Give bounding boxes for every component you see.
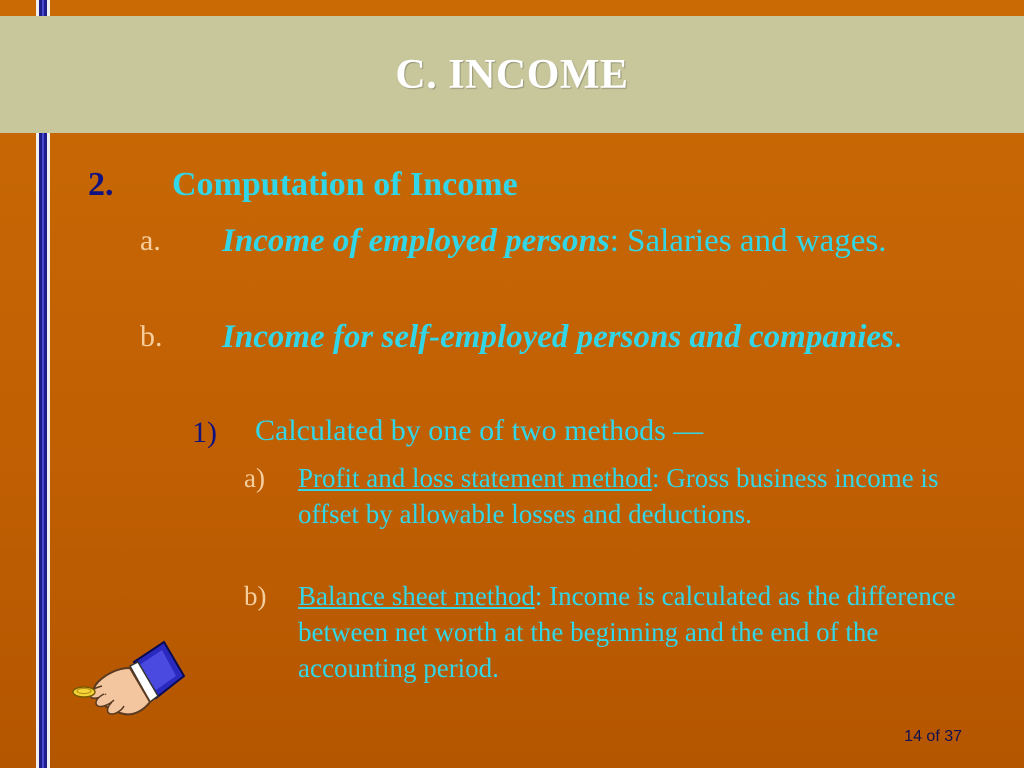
page-indicator: 14 of 37 bbox=[904, 728, 962, 745]
item-a-bold-phrase: Income of employed persons bbox=[222, 223, 610, 259]
item-a-label: a. bbox=[140, 224, 161, 257]
item-1-text: Calculated by one of two methods — bbox=[255, 414, 704, 447]
sub-b-label: b) bbox=[244, 581, 267, 611]
item-b-bold-phrase: Income for self-employed persons and companies bbox=[222, 319, 894, 355]
item-b-rest: . bbox=[893, 319, 903, 355]
sub-b-rest: : Income is calculated as the difference between net worth at the beginning and the end of the accounting period. bbox=[298, 581, 956, 683]
sub-a-rest: : Gross business income is offset by allowable losses and deductions. bbox=[298, 463, 939, 529]
sub-a-label-row bbox=[244, 460, 265, 496]
item-a-text bbox=[222, 220, 932, 262]
item-b-label: b. bbox=[140, 320, 163, 353]
item-2-row bbox=[88, 166, 114, 204]
sub-b-underlined-term: Balance sheet method bbox=[298, 581, 535, 611]
item-a-rest: : Salaries and wages. bbox=[609, 223, 887, 259]
item-b-label-row bbox=[140, 320, 163, 354]
sub-a-underlined-term: Profit and loss statement method bbox=[298, 463, 652, 493]
sub-b-label-row bbox=[244, 578, 267, 614]
item-1-label-row bbox=[192, 414, 217, 452]
item-2-number: 2. bbox=[88, 166, 114, 203]
hand-holding-coin-icon bbox=[72, 640, 187, 725]
item-2-heading: Computation of Income bbox=[172, 166, 518, 203]
item-b-text bbox=[222, 316, 942, 358]
item-2-heading-row bbox=[172, 166, 518, 204]
sub-b-text bbox=[298, 578, 988, 686]
sub-a-label: a) bbox=[244, 463, 265, 493]
sub-a-text bbox=[298, 460, 988, 532]
item-a-label-row bbox=[140, 224, 161, 258]
item-1-label: 1) bbox=[192, 416, 217, 449]
slide-title: C. INCOME bbox=[395, 51, 629, 98]
